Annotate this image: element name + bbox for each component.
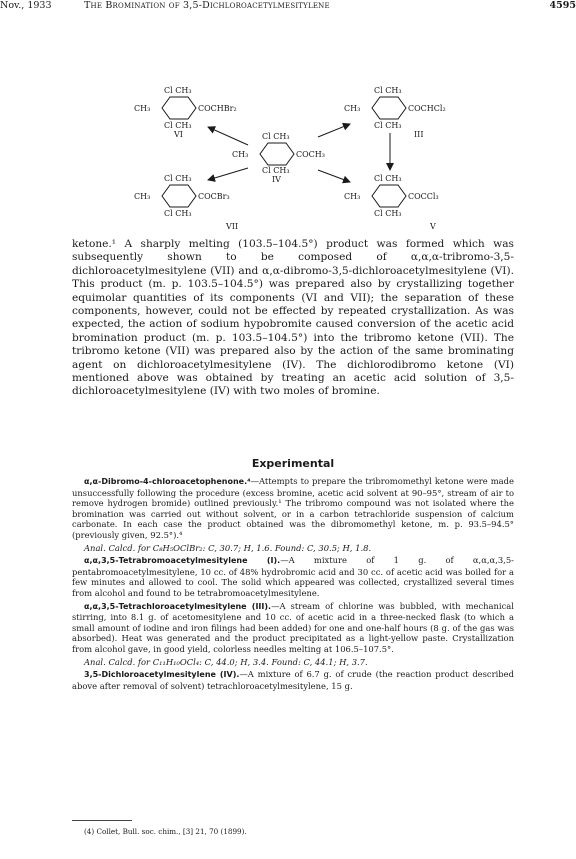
IV-top-subst: Cl CH₃ (262, 132, 290, 141)
body-paragraph (72, 238, 514, 399)
compound-label-V: V (430, 222, 436, 231)
exp-text-3: —A mixture of 1 g. of α,α,α,3,5-pentabromoacetylmesitylene, 10 cc. of 48% hydrobromic acid and 30 cc. of acetic acid was boiled for a few minutes and allowed to cool. The solid which appeared was collected, crystallized several times from alcohol and found to be tetrabromoacetylmesitylene. (72, 555, 515, 598)
ring-VII (162, 185, 196, 207)
VII-right-subst: COCBr₃ (198, 192, 230, 201)
ring-IV (260, 143, 294, 165)
compound-label-III: III (414, 130, 424, 139)
IV-bottom-subst: Cl CH₃ (262, 166, 290, 175)
V-left-subst: CH₃ (344, 192, 361, 201)
exp-paragraph-4 (72, 601, 514, 655)
III-right-subst: COCHCl₂ (408, 104, 446, 113)
scheme-bonds (0, 0, 576, 240)
exp-paragraph-6 (72, 669, 514, 691)
III-top-subst: Cl CH₃ (374, 86, 402, 95)
arrow-to-III (318, 124, 350, 137)
reaction-scheme (0, 0, 576, 240)
exp-paragraph-3 (72, 555, 514, 598)
exp-title-6: 3,5-Dichloroacetylmesitylene (IV). (84, 670, 240, 680)
ring-V (372, 185, 406, 207)
exp-text-2: Anal. Calcd. for C₈H₅OClBr₂: C, 30.7; H, 1.6. Found: C, 30.5; H, 1.8. (84, 542, 372, 553)
exp-paragraph-1 (72, 476, 514, 541)
ring-III (372, 97, 406, 119)
arrow-to-VII (208, 168, 248, 180)
exp-text-1: —Attempts to prepare the tribromomethyl ketone were made unsuccessfully following the procedure (excess bromine, acetic acid solvent at 90–95°, stream of air to remove hydrogen bromide) outlined previously.¹ The tribromo compound was not isolated where the bromination was carried out without solvent, or in a carbon tetrachloride suspension of calcium carbonate. In each case the product obtained was the dibromomethyl ketone, m. p. 93.5–94.5° (previously given, 92.5°).⁴ (72, 476, 514, 540)
compound-label-VII: VII (226, 222, 239, 231)
exp-paragraph-2 (72, 543, 514, 554)
exp-text-4: —A stream of chlorine was bubbled, with mechanical stirring, into 8.1 g. of acetomesitylene and 10 cc. of acetic acid in a three-necked flask (to which a small amount of iodine and iron filings had been added) for one and one-half hours (8 g. of the gas was absorbed). Heat was generated and the product precipitated as a light-yellow paste. Crystallization from alcohol gave, in good yield, colorless needles melting at 106.5–107.5°. (72, 600, 514, 654)
IV-left-subst: CH₃ (232, 150, 249, 159)
exp-title-1: α,α-Dibromo-4-chloroacetophenone.⁴ (84, 477, 251, 486)
III-left-subst: CH₃ (344, 104, 361, 113)
VI-left-subst: CH₃ (134, 104, 151, 113)
section-heading: Experimental (251, 457, 335, 470)
header-date: Nov., 1933 (0, 0, 52, 11)
experimental-section (72, 476, 514, 691)
VII-bottom-subst: Cl CH₃ (164, 209, 192, 218)
footnote: (4) Collet, Bull. soc. chim., [3] 21, 70 (1899). (84, 827, 247, 836)
exp-title-4: α,α,3,5-Tetrachloroacetylmesitylene (III). (84, 601, 272, 611)
V-top-subst: Cl CH₃ (374, 174, 402, 183)
exp-text-5: Anal. Calcd. for C₁₁H₁₀OCl₄: C, 44.0; H, 3.4. Found: C, 44.1; H, 3.7. (84, 656, 368, 667)
VII-left-subst: CH₃ (134, 192, 151, 201)
arrow-to-V (318, 170, 350, 182)
IV-right-subst: COCH₃ (296, 150, 325, 159)
VI-bottom-subst: Cl CH₃ (164, 121, 192, 130)
compound-label-VI: VI (174, 130, 183, 139)
VI-right-subst: COCHBr₂ (198, 104, 237, 113)
exp-text-6: —A mixture of 6.7 g. of crude (the reaction product described above after removal of solvent) tetrachloroacetylmesitylene, 15 g. (72, 669, 514, 691)
V-right-subst: COCCl₃ (408, 192, 439, 201)
ring-VI (162, 97, 196, 119)
exp-title-3: α,α,3,5-Tetrabromoacetylmesitylene (I). (84, 556, 281, 566)
exp-paragraph-5 (72, 657, 514, 668)
body-text: ketone.¹ A sharply melting (103.5–104.5°) product was formed which was subsequently shown to be composed of α,α,α-tribromo-3,5-dichloroacetylmesitylene (VII) and α,α-dibromo-3,5-dichloroacetylmesitylene (VI). This product (m. p. 103.5–104.5°) was prepared also by crystallizing together equimolar quantities of its components (VI and VII); the separation of these components, however, could not be effected by repeated crystallization. As was expected, the action of sodium hypobromite caused conversion of the acetic acid bromination product (m. p. 103.5–104.5°) into the tribromo ketone (VII). The tribromo ketone (VII) was prepared also by the action of the same brominating agent on dichloroacetylmesitylene (IV). The dichlorodibromo ketone (VI) mentioned above was obtained by treating an acetic acid solution of 3,5-dichloroacetylmesitylene (IV) with two moles of bromine. (72, 238, 514, 398)
header-title: The Bromination of 3,5-Dichloroacetylmesitylene (84, 0, 330, 11)
compound-label-IV: IV (272, 175, 281, 184)
III-bottom-subst: Cl CH₃ (374, 121, 402, 130)
arrow-to-VI (208, 127, 248, 145)
V-bottom-subst: Cl CH₃ (374, 209, 402, 218)
VI-top-subst: Cl CH₃ (164, 86, 192, 95)
footnote-rule (72, 820, 132, 821)
page-number: 4595 (549, 0, 576, 11)
VII-top-subst: Cl CH₃ (164, 174, 192, 183)
